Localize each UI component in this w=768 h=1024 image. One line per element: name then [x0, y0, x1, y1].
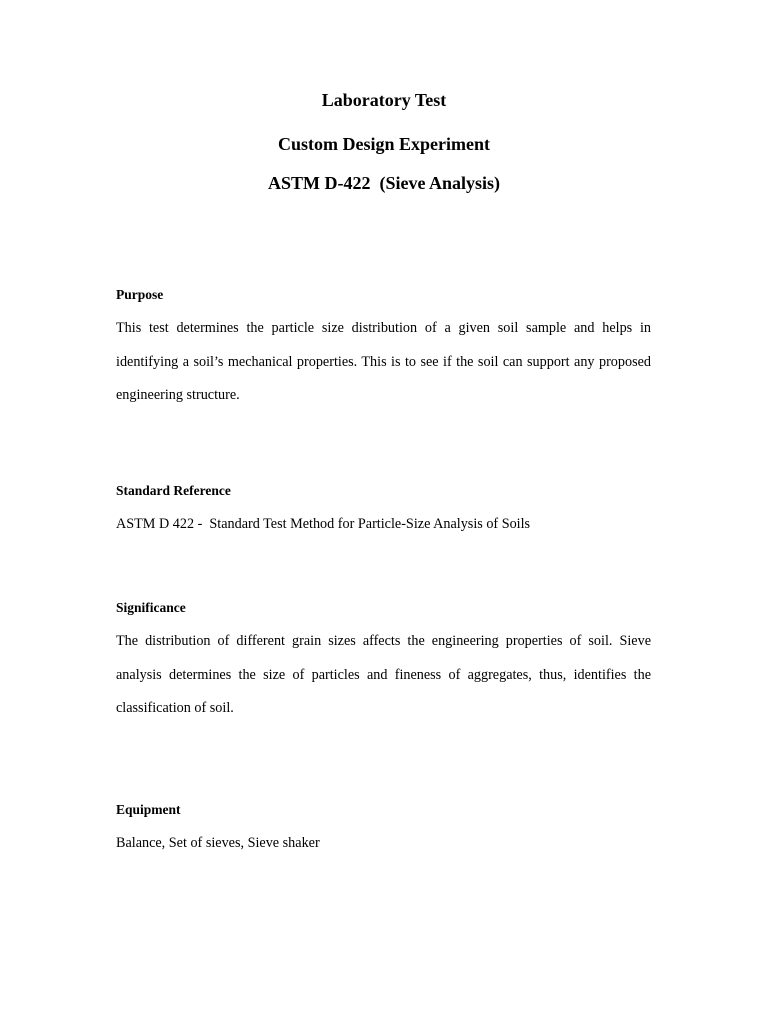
purpose-text: This test determines the particle size distribution of a given soil sample and helps in identifying a soil’s mechanical properties. This is to see if the soil can support any proposed engineering structure. — [116, 320, 651, 403]
document-subtitle: Custom Design Experiment — [278, 134, 490, 154]
standard-reference-heading: Standard Reference — [116, 483, 231, 498]
standard-reference-text: ASTM D 422 - Standard Test Method for Particle-Size Analysis of Soils — [116, 516, 531, 532]
equipment-heading: Equipment — [116, 802, 181, 817]
purpose-heading: Purpose — [116, 287, 164, 302]
equipment-text: Balance, Set of sieves, Sieve shaker — [116, 835, 320, 851]
significance-text: The distribution of different grain sizes affects the engineering properties of soil. Sieve analysis determines the size of particles and fineness of aggregates, thus, identifies the classification of soil. — [116, 633, 651, 716]
significance-heading: Significance — [116, 600, 186, 615]
document-standard-title: ASTM D-422 (Sieve Analysis) — [267, 173, 500, 193]
document-title: Laboratory Test — [321, 90, 447, 110]
